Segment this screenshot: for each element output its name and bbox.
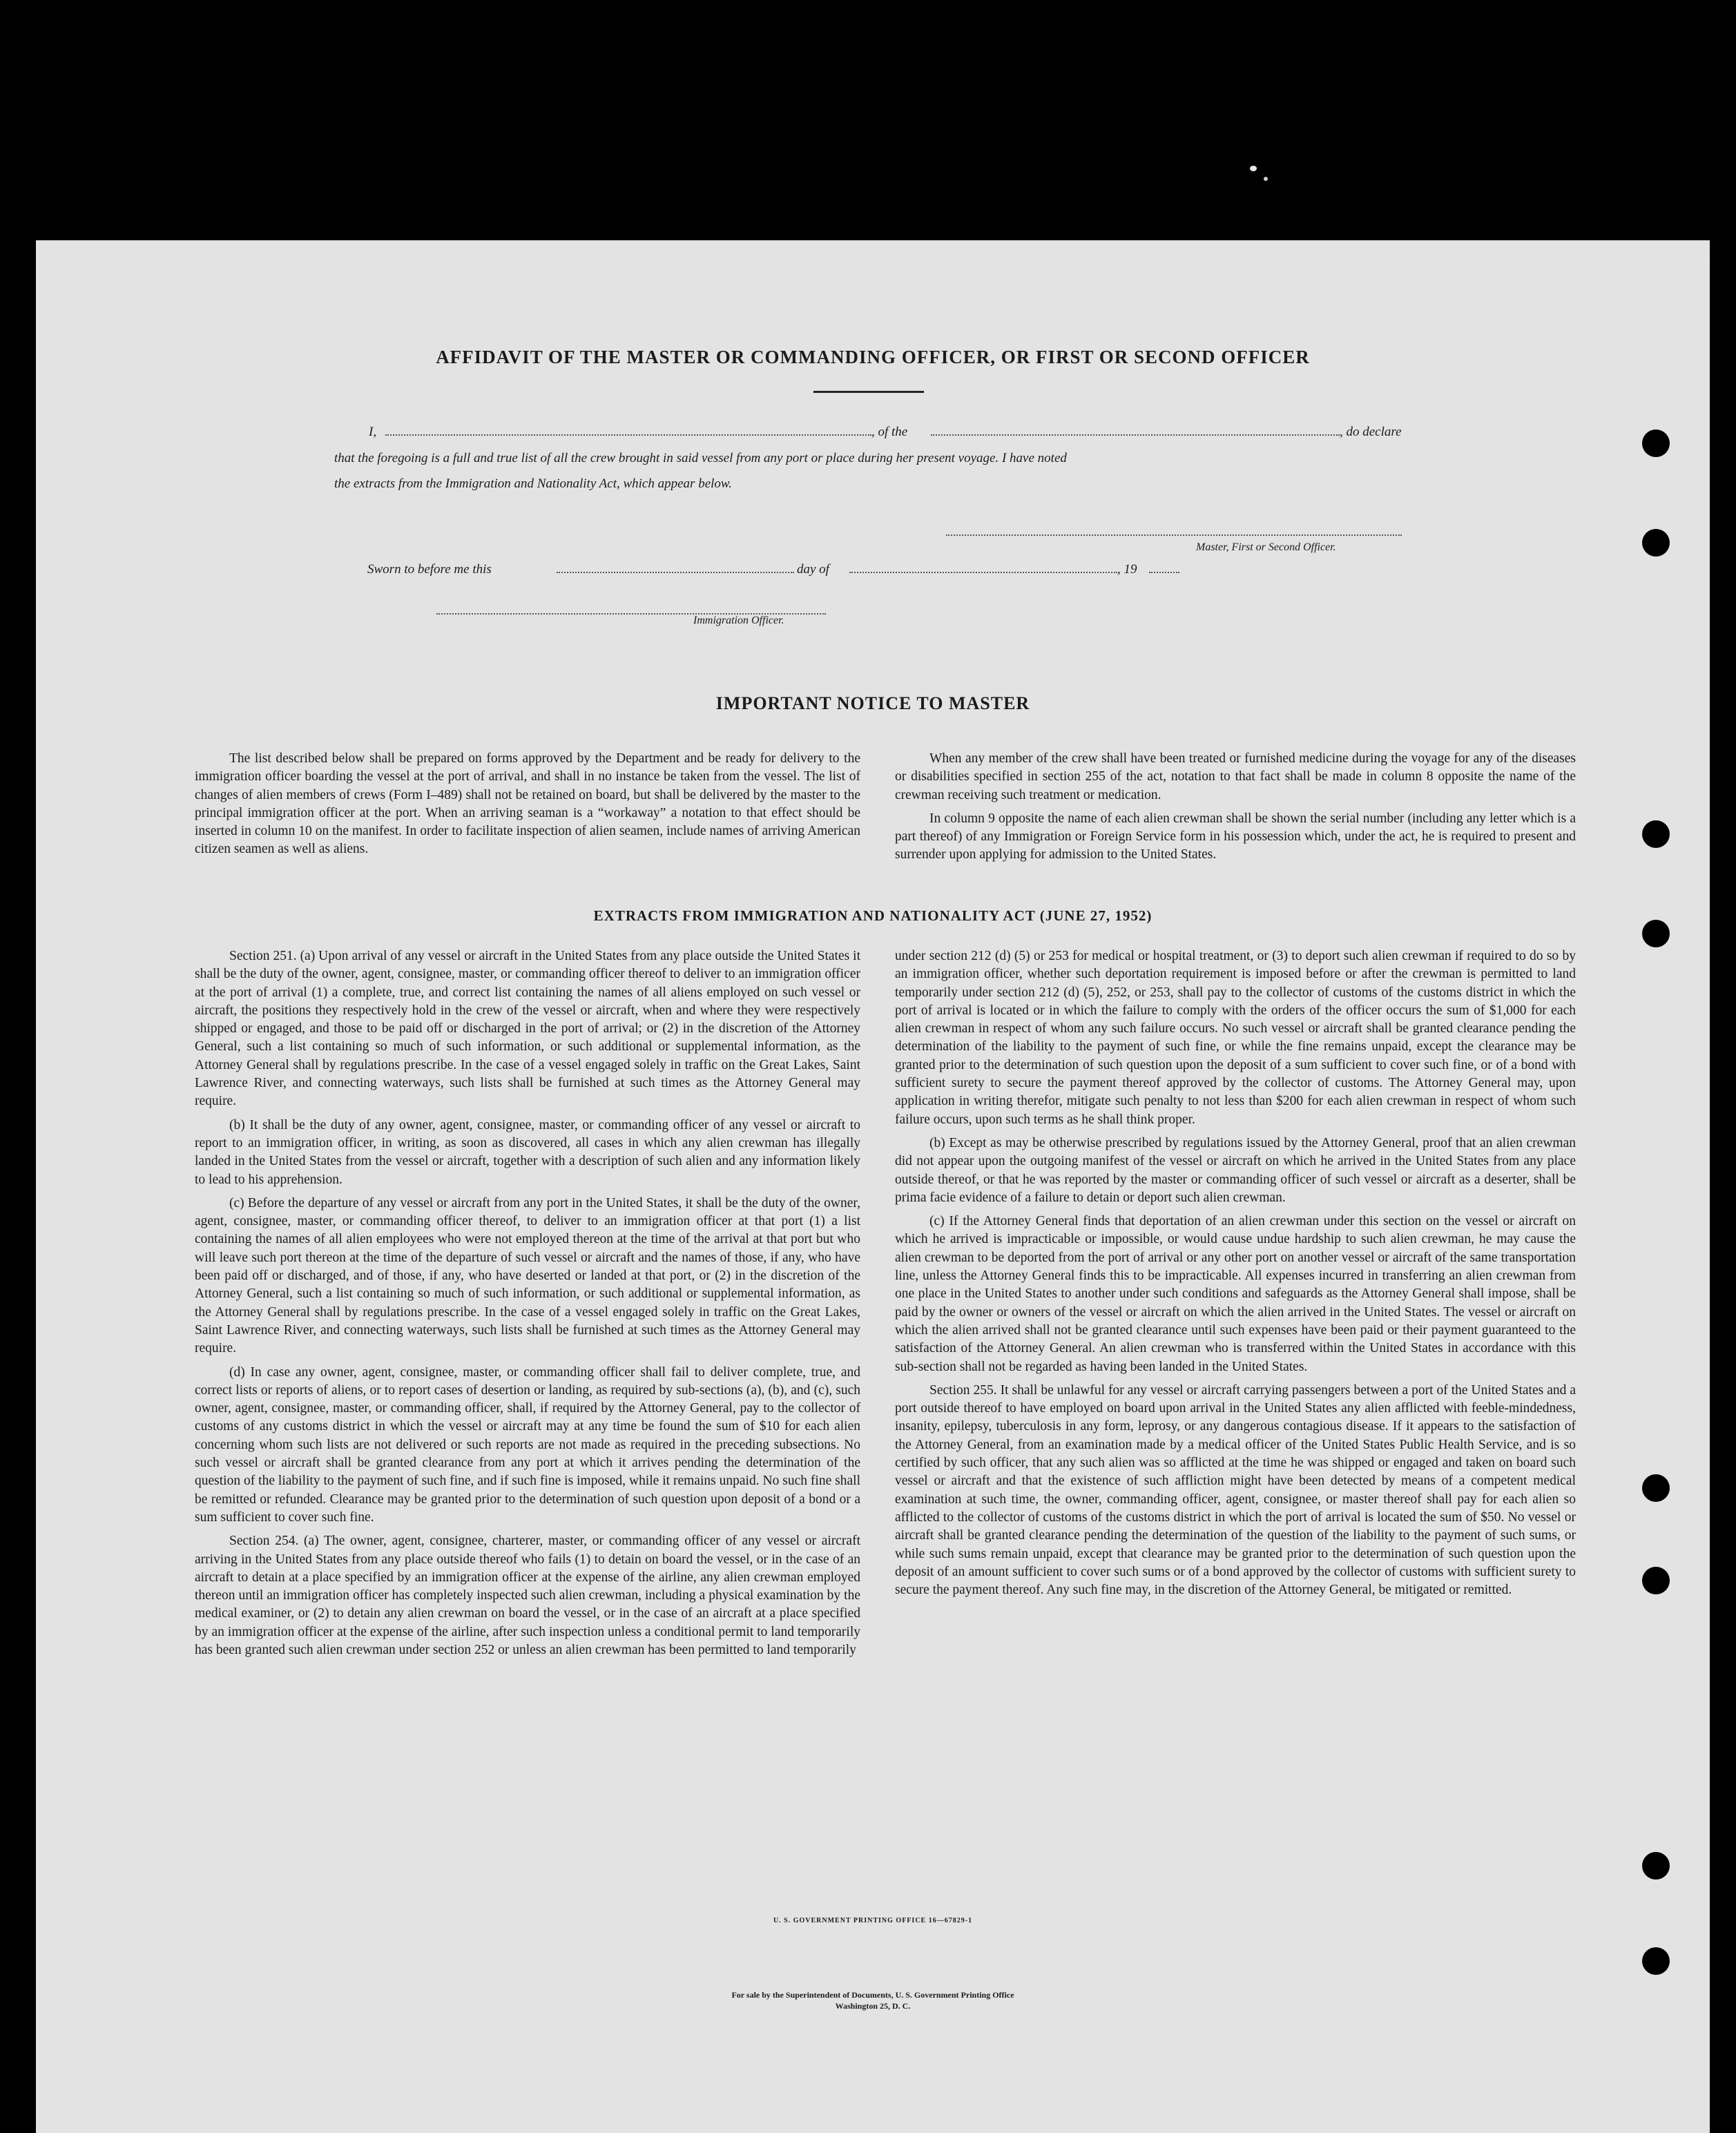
- extracts-left: [195, 947, 860, 1665]
- notice-title: IMPORTANT NOTICE TO MASTER: [715, 693, 1030, 713]
- notice-right: [895, 750, 1576, 870]
- officer-signature-line: [436, 604, 826, 615]
- notice-right-paragraph-2: In column 9 opposite the name of each alien crewman shall be shown the serial number (including any letter which is a part thereof) of any Immigration or Foreign Service form in his possession which, under the act, he is required to present and surrender upon applying for admission to the United States.: [895, 811, 1576, 862]
- notice-right-paragraph-1: When any member of the crew shall have been treated or furnished medicine during the voyage for any of the diseases or disabilities specified in section 255 of the act, notation to that fact shall be made in column 8 opposite the name of the crewman receiving such treatment or medication.: [895, 751, 1576, 802]
- extract-paragraph: Section 251. (a) Upon arrival of any vessel or aircraft in the United States from any place outside the United States it shall be the duty of the owner, agent, consignee, master, or commanding officer thereof to deliver to an immigration officer at the port of arrival (1) a complete, true, and correct list containing the names of all aliens employed on such vessel or aircraft, the positions they respectively hold in the crew of the vessel or aircraft, when and where they were respectively shipped or engaged, and those to be paid off or discharged in the port of arrival; or (2) in the discretion of the Attorney General, such a list containing so much of such information, or such additional or supplemental information, as the Attorney General shall by regulations prescribe. In the case of a vessel engaged solely in traffic on the Great Lakes, Saint Lawrence River, and connecting waterways, such lists shall be furnished at such times as the Attorney General may require.: [195, 949, 860, 1109]
- punch-hole: [1642, 1852, 1670, 1880]
- sworn-day-line: [557, 562, 794, 573]
- sale-line-1: For sale by the Superintendent of Documents, U. S. Government Printing Office: [731, 1990, 1014, 2000]
- declare-end: , do declare: [1340, 425, 1402, 439]
- extracts-title: EXTRACTS FROM IMMIGRATION AND NATIONALITY ACT (JUNE 27, 1952): [593, 907, 1152, 924]
- punch-hole: [1642, 1567, 1670, 1594]
- gpo-imprint: U. S. GOVERNMENT PRINTING OFFICE 16—67829-1: [773, 1917, 973, 1924]
- title-rule: [813, 391, 924, 393]
- document-page: [36, 240, 1710, 2133]
- punch-hole: [1642, 430, 1670, 457]
- sworn-text: Sworn to before me this: [367, 562, 492, 577]
- year-text: , 19: [1117, 562, 1137, 577]
- extracts-right: [895, 947, 1576, 1605]
- notice-left-paragraph: The list described below shall be prepared on forms approved by the Department and be ready for delivery to the immigration officer boarding the vessel at the port of arrival, and shall in no instance be taken from the vessel. The list of changes of alien members of crews (Form I–489) shall not be retained on board, but shall be delivered by the master to the principal immigration officer at the port. When an arriving seaman is a “workaway” a notation to that effect should be inserted in column 10 on the manifest. In order to facilitate inspection of alien seamen, include names of arriving American citizen seamen as well as aliens.: [195, 751, 860, 857]
- punch-hole: [1642, 1474, 1670, 1502]
- officer-signature-label: Immigration Officer.: [693, 615, 784, 626]
- extract-paragraph: (d) In case any owner, agent, consignee, master, or commanding officer shall fail to deliver complete, true, and correct lists or reports of aliens, or to report cases of desertion or landing, as required by sub-sections (a), (b), and (c), such owner, agent, consignee, master, or commanding officer, shall, if required by the Attorney General, pay to the collector of customs of any customs district in which the vessel or aircraft may at any time be found the sum of $10 for each alien concerning whom such lists are not delivered or such reports are not made as required in the preceding subsections. No such vessel or aircraft shall be granted clearance from any port at which it arrives pending the determination of the question of the liability to the payment of such fine, and if such fine is imposed, while it remains unpaid. No such fine shall be remitted or refunded. Clearance may be granted prior to the determination of such question upon deposit of a bond or a sum sufficient to cover such fine.: [195, 1364, 860, 1525]
- extract-paragraph: (c) Before the departure of any vessel or aircraft from any port in the United States, it shall be the duty of the owner, agent, consignee, master, or commanding officer thereof, to deliver to an immigration officer at that port (1) a list containing the names of all alien employees who were not employed thereon at the time of the arrival at that port but who will leave such port thereon at the time of the departure of such vessel or aircraft and the names of those, if any, who have been paid off or discharged, and of those, if any, who have deserted or landed at that port, or (2) in the discretion of the Attorney General, such a list containing so much of such information, or such additional or supplemental information, as the Attorney General shall by regulations prescribe. In the case of a vessel engaged solely in traffic on the Great Lakes, Saint Lawrence River, and connecting waterways, such lists shall be furnished at such times as the Attorney General may require.: [195, 1195, 860, 1356]
- declaration-line-3: the extracts from the Immigration and Nationality Act, which appear below.: [334, 476, 732, 491]
- name-line: [385, 425, 871, 436]
- declare-of-the: , of the: [871, 425, 908, 439]
- declare-i: I,: [369, 425, 377, 439]
- extract-paragraph: (c) If the Attorney General finds that deportation of an alien crewman under this section on the vessel or aircraft on which he arrived is impracticable or impossible, or would cause undue hardship to such alien crewman, he may cause the alien crewman to be deported from the port of arrival or any other port on another vessel or aircraft of the same transportation line, unless the Attorney General finds this to be impracticable. All expenses incurred in transferring an alien crewman from one place in the United States to another under such conditions and safeguards as the Attorney General shall impose, shall be paid by the owner or owners of the vessel or aircraft on which the alien arrived in the United States. The vessel or aircraft on which the alien arrived shall not be granted clearance until such expenses have been paid or their payment guaranteed to the satisfaction of the Attorney General. An alien crewman who is transferred within the United States in accordance with this sub-section shall not be regarded as having been landed in the United States.: [895, 1214, 1576, 1374]
- sworn-month-line: [849, 562, 1117, 573]
- extract-paragraph: Section 255. It shall be unlawful for any vessel or aircraft carrying passengers between a port of the United States and a port outside thereof to have employed on board upon arrival in the United States any alien afflicted with feeble-mindedness, insanity, epilepsy, tuberculosis in any form, leprosy, or any dangerous contagious disease. If it appears to the satisfaction of the Attorney General, from an examination made by a medical officer of the United States Public Health Service, and is so certified by such officer, that any such alien was so afflicted at the time he was shipped or engaged and taken on board such vessel or aircraft and that the existence of such affliction might have been detected by means of a competent medical examination at such time, the owner, commanding officer, agent, consignee, or master thereof shall pay for each alien so afflicted to the collector of customs of the customs district in which the port of arrival is located the sum of $50. No vessel or aircraft shall be granted clearance pending the determination of the question of the liability to the payment of such sums, or while such sums remain unpaid, except that clearance may be granted prior to the determination of such question upon the deposit of an amount sufficient to cover such sums or of a bond approved by the collector of customs with sufficient surety to secure the payment thereof. Any such fine may, in the discretion of the Attorney General, be mitigated or remitted.: [895, 1382, 1576, 1598]
- scan-speck: [1706, 260, 1708, 262]
- punch-hole: [1642, 820, 1670, 848]
- affidavit-title: AFFIDAVIT OF THE MASTER OR COMMANDING OFFICER, OR FIRST OR SECOND OFFICER: [436, 347, 1310, 367]
- notice-left: [195, 750, 860, 865]
- master-signature-line: [946, 525, 1402, 536]
- extract-paragraph: Section 254. (a) The owner, agent, consignee, charterer, master, or commanding officer of any vessel or aircraft arriving in the United States from any place outside thereof who fails (1) to detain on board the vessel, or in the case of an aircraft to detain at a place specified by an immigration officer at the expense of the airline, any alien crewman employed thereon until an immigration officer has completely inspected such alien crewman, including a physical examination by the medical examiner, or (2) to detain any alien crewman on board the vessel, or in the case of an aircraft at a place specified by an immigration officer at the expense of the airline, after such inspection unless a conditional permit to land temporarily has been granted such alien crewman under section 252 or unless an alien crewman has been permitted to land temporarily: [195, 1534, 860, 1657]
- master-signature-label: Master, First or Second Officer.: [1196, 541, 1336, 553]
- extract-paragraph: under section 212 (d) (5) or 253 for medical or hospital treatment, or (3) to deport such alien crewman if required to do so by an immigration officer, whether such deportation requirement is imposed before or after the crewman is permitted to land temporarily under section 212 (d) (5), 252, or 253, shall pay to the collector of customs of the customs district in which the port of arrival is located or in which the failure to comply with the orders of the officer occurs the sum of $1,000 for each alien crewman in respect of whom any such failure occurs. No such vessel or aircraft shall be granted clearance pending the determination of the liability to the payment of such fine, or while the fine remains unpaid, except the clearance may be granted prior to the determination of such question upon the deposit of a sum sufficient to cover such fine, or of a bond with sufficient surety to secure the payment thereof approved by the collector of customs. The Attorney General may, upon application in writing therefor, mitigate such penalty to not less than $200 for each alien crewman in respect of whom such failure occurs, upon such terms as he shall think proper.: [895, 949, 1576, 1127]
- punch-hole: [1642, 1947, 1670, 1975]
- day-of-text: day of: [797, 562, 829, 577]
- scan-speck: [1264, 177, 1268, 181]
- extract-paragraph: (b) Except as may be otherwise prescribed by regulations issued by the Attorney General, proof that an alien crewman did not appear upon the outgoing manifest of the vessel or aircraft on which he arrived in the United States from any place outside thereof, or that he was reported by the master or commanding officer of such vessel or aircraft as a deserter, shall be prima facie evidence of a failure to detain or deport such alien crewman.: [895, 1135, 1576, 1205]
- sworn-year-line: [1149, 562, 1179, 573]
- sale-line-2: Washington 25, D. C.: [835, 2001, 911, 2011]
- punch-hole: [1642, 529, 1670, 557]
- declaration-line-2: that the foregoing is a full and true list of all the crew brought in said vessel from any port or place during her present voyage. I have noted: [334, 451, 1067, 465]
- scan-speck: [1250, 166, 1257, 171]
- extract-paragraph: (b) It shall be the duty of any owner, agent, consignee, master, or commanding officer of any vessel or aircraft to report to an immigration officer, in writing, as soon as discovered, all cases in which any alien crewman has illegally landed in the United States from the vessel or aircraft, together with a description of such alien and any information likely to lead to his apprehension.: [195, 1117, 860, 1187]
- vessel-line: [931, 425, 1340, 436]
